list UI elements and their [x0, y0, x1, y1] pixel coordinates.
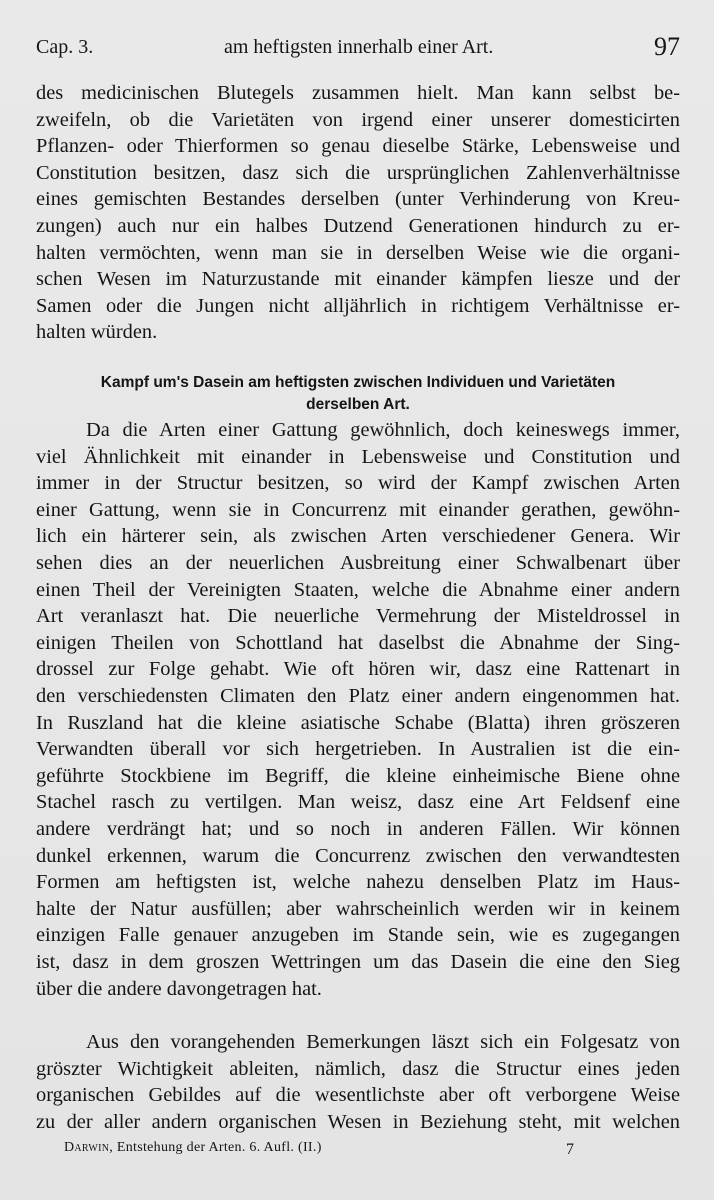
text-line: über die andere davongetragen hat.	[36, 977, 322, 1000]
text-line: einen Theil der Vereinigten Staaten, welche die Abnahme einer andern	[36, 578, 680, 601]
signature-mark: 7	[566, 1141, 575, 1158]
footer-title: , Entstehung der Arten. 6. Aufl. (II.)	[109, 1140, 322, 1155]
text-line: immer in der Structur besitzen, so wird der Kampf zwischen Arten	[36, 472, 680, 495]
page-number: 97	[654, 32, 680, 61]
text-line: drossel zur Folge gehabt. Wie oft hören wir, dasz eine Rattenart in	[36, 658, 680, 681]
text-line: Pflanzen- oder Thierformen so genau dieselbe Stärke, Lebensweise und	[36, 135, 680, 158]
text-line: geführte Stockbiene im Begriff, die kleine einheimische Biene ohne	[36, 764, 680, 787]
text-line: zweifeln, ob die Varietäten von irgend einer unserer domesticirten	[36, 108, 680, 131]
text-line: halte der Natur ausfüllen; aber wahrscheinlich werden wir in keinem	[36, 897, 680, 920]
text-line: Da die Arten einer Gattung gewöhnlich, doch keineswegs immer,	[86, 419, 680, 441]
section-heading-line-1: Kampf um's Dasein am heftigsten zwischen Individuen und Varietäten	[100, 374, 616, 391]
text-line: Aus den vorangehenden Bemerkungen läszt sich ein Folgesatz von	[86, 1031, 680, 1053]
text-line: organischen Gebildes auf die wesentlichste aber oft verborgene Weise	[36, 1084, 680, 1107]
text-line: Constitution besitzen, dasz sich die ursprünglichen Zahlenverhältnisse	[36, 161, 680, 184]
chapter-label: Cap. 3.	[36, 36, 94, 58]
text-line: des medicinischen Blutegels zusammen hielt. Man kann selbst be-	[36, 82, 680, 104]
text-line: zungen) auch nur ein halbes Dutzend Generationen hindurch zu er-	[36, 215, 680, 237]
text-line: viel Ähnlichkeit mit einander in Lebensweise und Constitution und	[36, 445, 680, 468]
text-line: den verschiedensten Climaten den Platz einer andern eingenommen hat.	[36, 685, 680, 707]
text-line: Verwandten überall vor sich hergetrieben. In Australien ist die ein-	[36, 738, 680, 761]
text-line: andere verdrängt hat; und so noch in anderen Fällen. Wir können	[36, 818, 680, 840]
running-title: am heftigsten innerhalb einer Art.	[224, 36, 494, 58]
text-line: einer Gattung, wenn sie in Concurrenz mit einander gerathen, gewöhn-	[36, 498, 680, 521]
text-line: lich ein härterer sein, als zwischen Arten verschiedener Genera. Wir	[36, 525, 680, 548]
text-line: Stachel rasch zu vertilgen. Man weisz, dasz eine Art Feldsenf eine	[36, 791, 680, 814]
text-line: Formen am heftigsten ist, welche nahezu denselben Platz im Haus-	[36, 871, 680, 894]
text-line: Samen oder die Jungen nicht alljährlich in richtigem Verhältnisse er-	[36, 294, 680, 317]
section-heading-line-2: derselben Art.	[306, 396, 410, 413]
text-line: halten würden.	[36, 321, 158, 344]
text-line: einigen Theilen von Schottland hat daselbst die Abnahme der Sing-	[36, 631, 680, 654]
page-footer	[64, 1140, 575, 1158]
text-line: ist, dasz in dem groszen Wettringen um das Dasein die eine den Sieg	[36, 951, 680, 973]
text-line: In Ruszland hat die kleine asiatische Schabe (Blatta) ihren gröszeren	[36, 711, 680, 734]
text-line: einzigen Falle genauer anzugeben im Stande sein, wie es zugegangen	[36, 924, 680, 947]
text-line: zu der aller andern organischen Wesen in Beziehung steht, mit welchen	[36, 1110, 680, 1133]
text-line: gröszter Wichtigkeit ableiten, nämlich, dasz die Structur eines jeden	[36, 1057, 680, 1080]
text-line: Art veranlaszt hat. Die neuerliche Vermehrung der Misteldrossel in	[36, 605, 680, 628]
text-line: dunkel erkennen, warum die Concurrenz zwischen den verwandtesten	[36, 844, 680, 867]
text-line: sehen dies an der neuerlichen Ausbreitung einer Schwalbenart über	[36, 552, 680, 574]
text-line: eines gemischten Bestandes derselben (unter Verhinderung von Kreu-	[36, 188, 680, 211]
text-line: halten vermöchten, wenn man sie in derselben Weise wie die organi-	[36, 241, 680, 264]
running-header	[36, 30, 680, 66]
footer-author: Darwin	[64, 1140, 110, 1155]
text-line: schen Wesen im Naturzustande mit einander kämpfen liesze und der	[36, 268, 680, 291]
